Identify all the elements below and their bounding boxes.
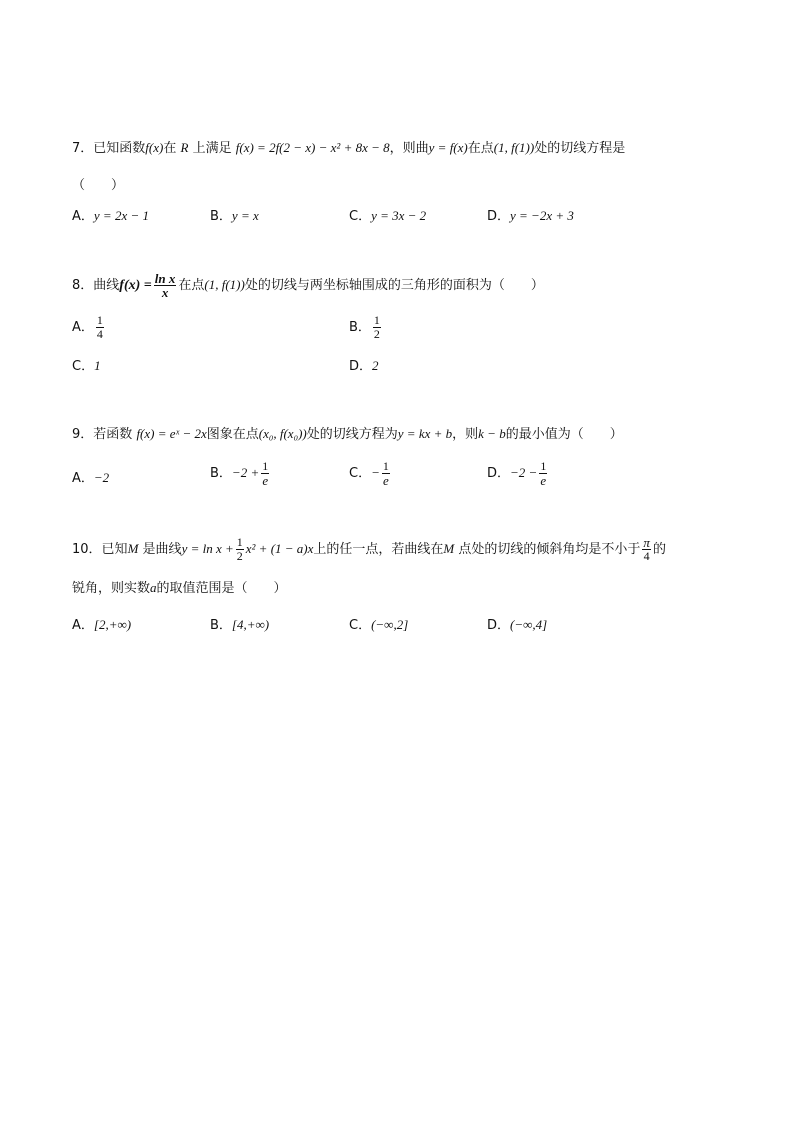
stem-text: 在点 <box>467 141 494 156</box>
fraction-denominator: x <box>161 285 169 300</box>
option-c[interactable] <box>349 206 426 227</box>
fraction <box>539 460 547 487</box>
option-label: A． <box>72 618 94 633</box>
math-expr: k − b <box>478 426 506 441</box>
math-expr: f(x) = <box>119 278 152 293</box>
math-expr: y = ln x + <box>181 541 234 556</box>
fraction-denominator: e <box>540 473 547 488</box>
stem-text: 处的切线与两坐标轴围成的三角形的面积为（ ） <box>244 278 544 293</box>
option-value: −2 + <box>231 465 260 480</box>
option-b[interactable] <box>210 615 269 636</box>
option-b[interactable] <box>210 206 259 227</box>
question-number: 8． <box>72 278 94 293</box>
option-label: B． <box>210 466 232 481</box>
stem-text: 上满足 <box>192 141 232 156</box>
option-value: −2 <box>93 470 110 485</box>
option-a[interactable] <box>72 615 131 636</box>
option-value: y = 3x − 2 <box>371 208 427 223</box>
option-value: − <box>371 465 380 480</box>
question-number: 9． <box>72 427 94 442</box>
option-label: D． <box>487 618 511 633</box>
stem-text: 曲线 <box>93 278 120 293</box>
fraction <box>236 536 244 563</box>
stem-text: 的最小值为（ ） <box>505 427 623 442</box>
stem-text: 在 <box>163 141 177 156</box>
option-label: A． <box>72 471 94 486</box>
math-expr: R <box>180 140 189 155</box>
option-c[interactable] <box>349 615 408 636</box>
fraction-numerator: 1 <box>540 459 547 473</box>
stem-text: 的取值范围是（ ） <box>156 581 287 596</box>
stem-text: 若函数 <box>93 427 133 442</box>
math-expr: (1, f(1)) <box>204 277 245 292</box>
option-value: y = 2x − 1 <box>93 208 149 223</box>
option-value: −2 − <box>510 465 538 480</box>
fraction-denominator: 4 <box>643 549 650 563</box>
math-expr: y = kx + b <box>397 426 453 441</box>
option-a[interactable] <box>72 468 109 489</box>
fraction-denominator: 4 <box>96 327 103 341</box>
fraction-numerator: 1 <box>262 459 269 473</box>
option-label: B． <box>210 209 232 224</box>
option-d[interactable] <box>487 615 547 636</box>
question-10-stem <box>72 534 666 565</box>
option-label: D． <box>487 466 511 481</box>
fraction-numerator: 1 <box>96 313 103 327</box>
option-d[interactable] <box>349 356 379 377</box>
option-b[interactable] <box>349 314 383 341</box>
fraction-denominator: 2 <box>373 327 380 341</box>
option-value: y = x <box>231 208 259 223</box>
fraction-numerator: 1 <box>373 313 380 327</box>
option-a[interactable] <box>72 206 149 227</box>
stem-text: 的 <box>652 542 666 557</box>
option-label: A． <box>72 320 94 335</box>
question-number: 7． <box>72 141 94 156</box>
fraction-denominator: e <box>262 473 269 488</box>
fraction <box>96 314 104 341</box>
fraction <box>154 272 177 299</box>
stem-text: 锐角，则实数 <box>72 581 151 596</box>
option-value: 2 <box>372 358 379 373</box>
stem-text: 是曲线 <box>142 542 182 557</box>
fraction-numerator: 1 <box>236 535 243 549</box>
stem-text: 点处的切线的倾斜角均是不小于 <box>458 542 641 557</box>
stem-text: 已知 <box>101 542 128 557</box>
fraction <box>373 314 381 341</box>
fraction-denominator: 2 <box>236 549 243 563</box>
stem-text: 上的任一点，若曲线在 <box>313 542 444 557</box>
option-value: (−∞,2] <box>371 617 409 632</box>
option-label: C． <box>349 209 372 224</box>
fraction-numerator: 1 <box>382 459 389 473</box>
option-label: C． <box>72 359 95 374</box>
stem-text: 在点 <box>178 278 205 293</box>
option-value: [2,+∞) <box>93 617 132 632</box>
math-expr: (1, f(1)) <box>493 140 535 155</box>
question-8-stem <box>72 270 544 301</box>
math-expr: f(x) = eˣ − 2x <box>136 426 207 441</box>
stem-text: ，则曲 <box>389 141 429 156</box>
option-label: B． <box>210 618 232 633</box>
option-label: B． <box>349 320 371 335</box>
option-label: D． <box>487 209 511 224</box>
option-a[interactable] <box>72 314 106 341</box>
stem-text: ，则 <box>452 427 479 442</box>
option-label: D． <box>349 359 373 374</box>
option-c[interactable] <box>72 356 101 377</box>
question-9-stem <box>72 424 623 445</box>
fraction-denominator: e <box>382 473 389 488</box>
math-expr: M <box>127 541 139 556</box>
fraction <box>261 460 269 487</box>
math-expr: x² + (1 − a)x <box>245 541 314 556</box>
option-d[interactable] <box>487 206 574 227</box>
fraction-numerator: ln x <box>154 271 176 286</box>
math-expr: a <box>150 580 157 595</box>
math-expr: M <box>443 541 455 556</box>
option-value: (−∞,4] <box>510 617 548 632</box>
option-d[interactable] <box>487 460 549 487</box>
stem-text: 处的切线方程为 <box>306 427 398 442</box>
question-7-paren: （ ） <box>72 178 125 193</box>
fraction <box>642 536 651 563</box>
option-value: y = −2x + 3 <box>510 208 574 223</box>
stem-text: 已知函数 <box>93 141 146 156</box>
option-b[interactable] <box>210 460 271 487</box>
question-10-stem-line2 <box>72 578 287 599</box>
fraction <box>382 460 390 487</box>
stem-text: 图象在点 <box>206 427 259 442</box>
option-c[interactable] <box>349 460 392 487</box>
fraction-numerator: π <box>643 535 650 550</box>
option-value: 1 <box>94 358 101 373</box>
stem-text: 处的切线方程是 <box>534 141 626 156</box>
math-expr: f(x) = 2f(2 − x) − x² + 8x − 8 <box>235 140 390 155</box>
math-expr: (x₀, f(x₀)) <box>258 426 307 441</box>
math-expr: y = f(x) <box>428 140 468 155</box>
question-number: 10． <box>72 542 102 557</box>
question-7-stem <box>72 138 625 159</box>
math-expr: f(x) <box>145 140 164 155</box>
option-label: A． <box>72 209 94 224</box>
option-label: C． <box>349 466 372 481</box>
option-label: C． <box>349 618 372 633</box>
option-value: [4,+∞) <box>231 617 270 632</box>
